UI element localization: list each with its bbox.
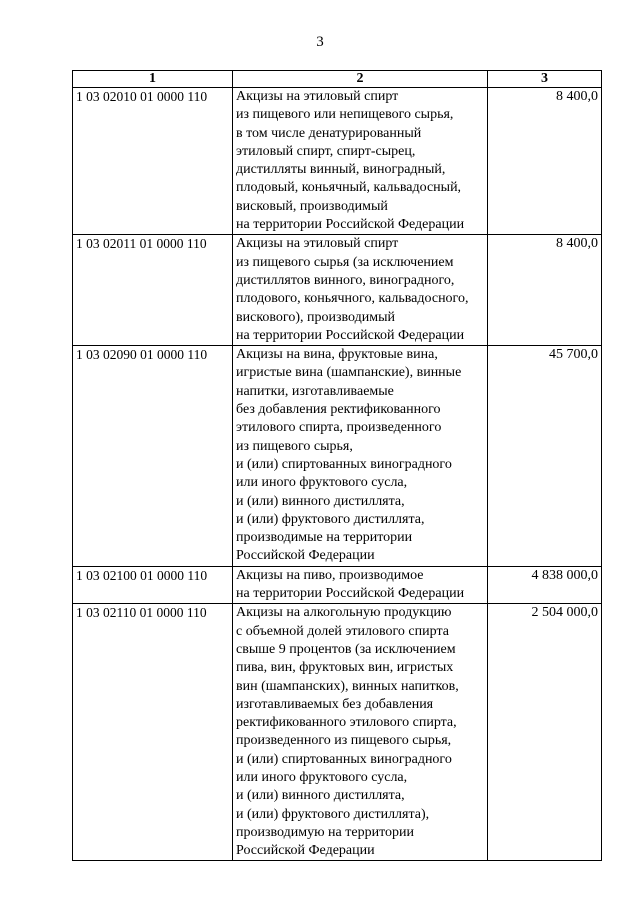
description-line: свыше 9 процентов (за исключением bbox=[236, 641, 456, 657]
description-line: и (или) винного дистиллята, bbox=[236, 493, 405, 509]
description-line: без добавления ректификованного bbox=[236, 402, 441, 418]
description-line: из пищевого сырья, bbox=[236, 438, 353, 454]
column-header-amount: 3 bbox=[488, 71, 602, 88]
description-line: вин (шампанских), винных напитков, bbox=[236, 678, 459, 694]
description-line: и (или) фруктового дистиллята), bbox=[236, 806, 430, 822]
table-header-row bbox=[73, 71, 602, 88]
row-amount: 2 504 000,0 bbox=[488, 604, 602, 861]
description-line: вискового), производимый bbox=[236, 309, 395, 325]
table-row bbox=[73, 88, 602, 235]
description-line: или иного фруктового сусла, bbox=[236, 475, 408, 491]
column-header-description: 2 bbox=[233, 71, 488, 88]
description-line: Акцизы на алкогольную продукцию bbox=[236, 605, 452, 621]
description-line: Акцизы на этиловый спирт bbox=[236, 236, 399, 252]
description-line: и (или) спиртованных виноградного bbox=[236, 751, 452, 767]
description-line: производимые на территории bbox=[236, 530, 413, 546]
table-row bbox=[73, 346, 602, 567]
description-line: на территории Российской Федерации bbox=[236, 327, 465, 343]
description-line: пива, вин, фруктовых вин, игристых bbox=[236, 660, 454, 676]
description-line: ректификованного этилового спирта, bbox=[236, 715, 457, 731]
row-code: 1 03 02011 01 0000 110 bbox=[73, 235, 233, 346]
row-description bbox=[233, 235, 488, 346]
description-line: из пищевого сырья (за исключением bbox=[236, 254, 454, 270]
description-line: Акцизы на этиловый спирт bbox=[236, 89, 399, 104]
description-line: Российской Федерации bbox=[236, 548, 375, 564]
description-line: плодового, коньячного, кальвадосного, bbox=[236, 291, 469, 307]
description-line: изготавливаемых без добавления bbox=[236, 696, 434, 712]
row-amount: 8 400,0 bbox=[488, 88, 602, 235]
row-description bbox=[233, 346, 488, 567]
description-line: дистиллятов винного, виноградного, bbox=[236, 272, 455, 288]
description-line: производимую на территории bbox=[236, 824, 415, 840]
row-amount: 4 838 000,0 bbox=[488, 566, 602, 604]
description-line: дистилляты винный, виноградный, bbox=[236, 162, 446, 178]
description-line: и (или) фруктового дистиллята, bbox=[236, 511, 425, 527]
description-line: этиловый спирт, спирт-сырец, bbox=[236, 143, 416, 159]
description-line: в том числе денатурированный bbox=[236, 125, 422, 141]
description-line: из пищевого или непищевого сырья, bbox=[236, 107, 454, 123]
description-line: на территории Российской Федерации bbox=[236, 586, 465, 602]
description-line: или иного фруктового сусла, bbox=[236, 769, 408, 785]
description-line: Акцизы на пиво, производимое bbox=[236, 567, 424, 583]
description-line: на территории Российской Федерации bbox=[236, 217, 465, 233]
row-code: 1 03 02010 01 0000 110 bbox=[73, 88, 233, 235]
description-line: произведенного из пищевого сырья, bbox=[236, 733, 452, 749]
description-line: напитки, изготавливаемые bbox=[236, 383, 394, 399]
row-code: 1 03 02100 01 0000 110 bbox=[73, 566, 233, 604]
description-line: плодовый, коньячный, кальвадосный, bbox=[236, 180, 462, 196]
column-header-code: 1 bbox=[73, 71, 233, 88]
description-line: Акцизы на вина, фруктовые вина, bbox=[236, 347, 438, 363]
row-description bbox=[233, 566, 488, 604]
row-description bbox=[233, 604, 488, 861]
budget-table bbox=[72, 70, 602, 861]
description-line: этилового спирта, произведенного bbox=[236, 420, 442, 436]
table-row bbox=[73, 235, 602, 346]
table-row bbox=[73, 566, 602, 604]
table-body bbox=[73, 88, 602, 861]
page-number: 3 bbox=[316, 34, 324, 50]
row-code: 1 03 02090 01 0000 110 bbox=[73, 346, 233, 567]
row-amount: 45 700,0 bbox=[488, 346, 602, 567]
description-line: игристые вина (шампанские), винные bbox=[236, 365, 462, 381]
row-code: 1 03 02110 01 0000 110 bbox=[73, 604, 233, 861]
description-line: висковый, производимый bbox=[236, 198, 388, 214]
row-description bbox=[233, 88, 488, 235]
description-line: и (или) винного дистиллята, bbox=[236, 788, 405, 804]
description-line: с объемной долей этилового спирта bbox=[236, 623, 449, 639]
description-line: Российской Федерации bbox=[236, 843, 375, 859]
row-amount: 8 400,0 bbox=[488, 235, 602, 346]
table-row bbox=[73, 604, 602, 861]
description-line: и (или) спиртованных виноградного bbox=[236, 456, 452, 472]
